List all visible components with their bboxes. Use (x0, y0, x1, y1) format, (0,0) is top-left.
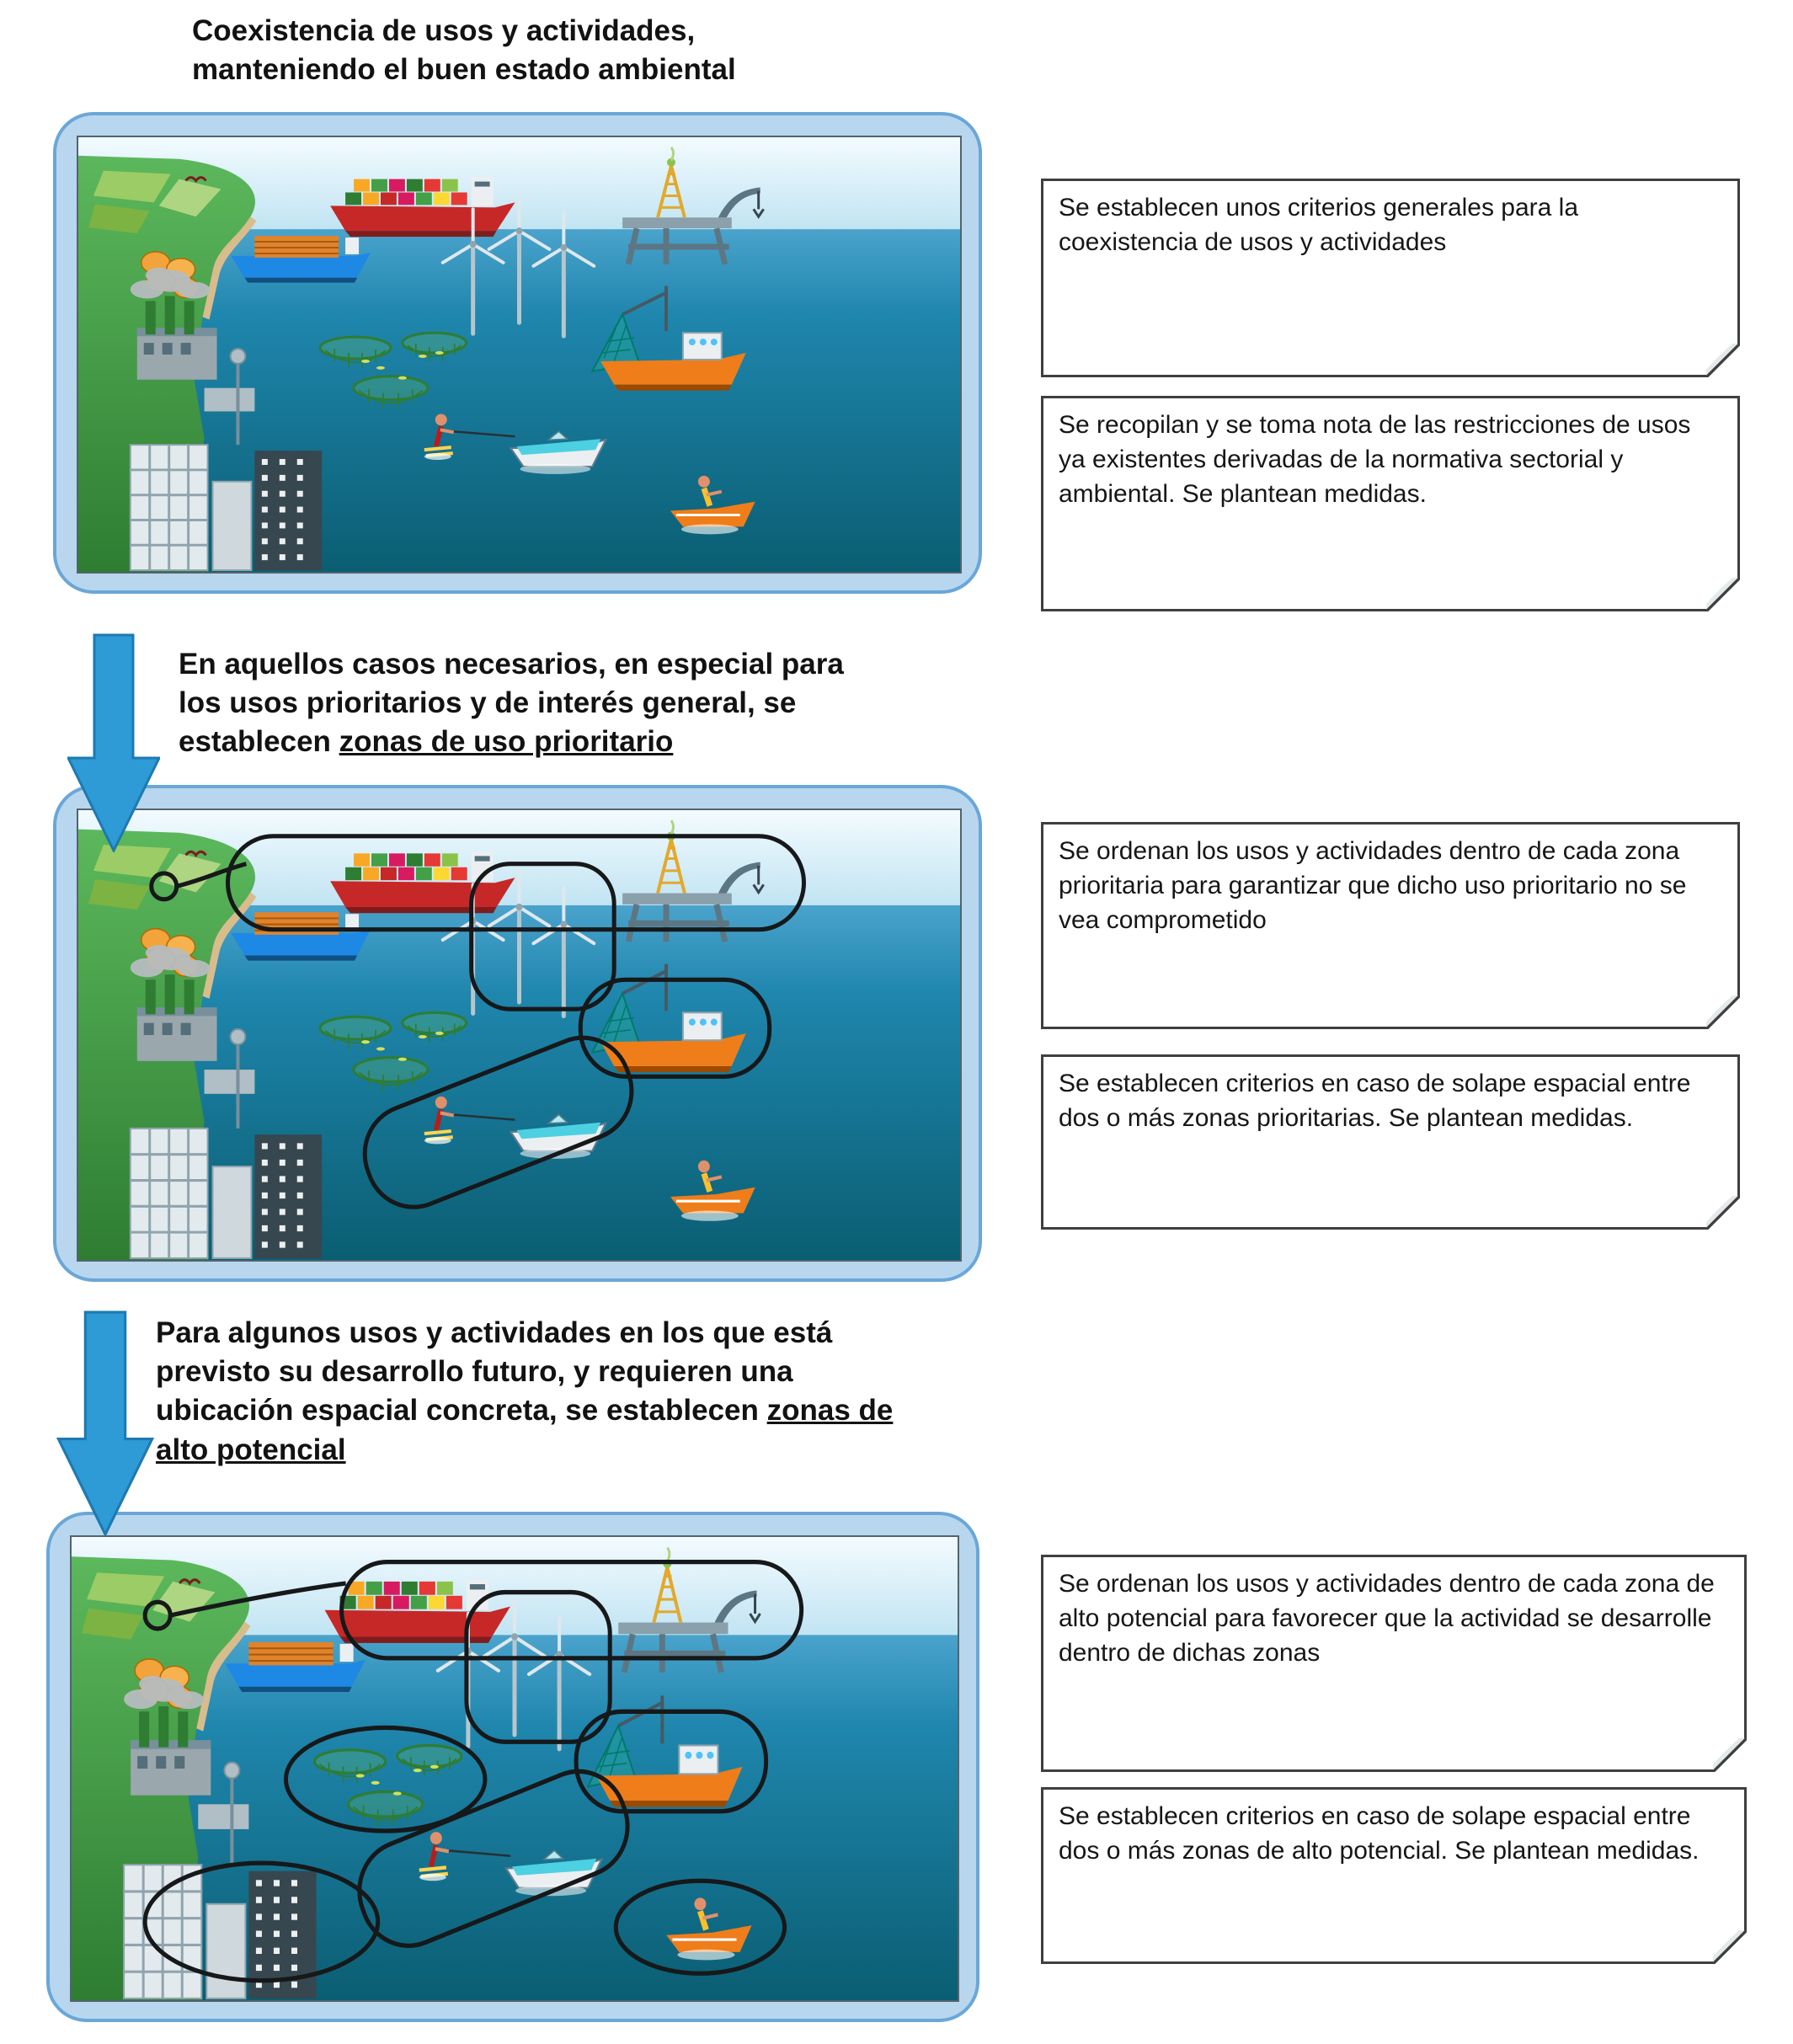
marine-scene-illustration-3 (70, 1535, 959, 2002)
note-existing-restrictions (1041, 396, 1740, 611)
down-arrow-icon (67, 633, 160, 852)
note-priority-zone-ordering (1041, 822, 1740, 1029)
section-1-heading (192, 12, 815, 89)
note-text: Se ordenan los usos y actividades dentro de cada zona prioritaria para garantizar que dicho uso prioritario no se vea comprometido (1059, 837, 1687, 934)
note-text: Se establecen criterios en caso de solape espacial entre dos o más zonas de alto potencial. Se plantean medidas. (1059, 1802, 1700, 1865)
section-3-heading (156, 1314, 897, 1470)
section-3-heading-text: Para algunos usos y actividades en los que está previsto su desarrollo futuro, y requieren una ubicación espacial concreta, se establecen (156, 1316, 833, 1428)
folded-corner-icon (1713, 1738, 1747, 1772)
scene-panel-1 (53, 112, 982, 594)
folded-corner-icon (1706, 344, 1740, 377)
scene-panel-3 (46, 1512, 979, 2022)
note-priority-overlap-criteria (1041, 1054, 1740, 1230)
note-text: Se ordenan los usos y actividades dentro de cada zona de alto potencial para favorecer que la actividad se desarrolle dentro de dichas zonas (1059, 1570, 1715, 1667)
note-text: Se establecen criterios en caso de solape espacial entre dos o más zonas prioritarias. Se plantean medidas. (1059, 1070, 1691, 1132)
folded-corner-icon (1713, 1930, 1747, 1964)
scene-panel-2 (53, 785, 982, 1282)
folded-corner-icon (1706, 578, 1740, 611)
note-high-potential-ordering (1041, 1555, 1747, 1772)
note-text: Se recopilan y se toma nota de las restricciones de usos ya existentes derivadas de la normativa sectorial y ambiental. Se plantean medidas. (1059, 411, 1691, 508)
section-2-heading-text: En aquellos casos necesarios, en especial para los usos prioritarios y de interés general, se establecen (179, 648, 844, 759)
section-2-heading (179, 645, 882, 762)
note-high-potential-overlap-criteria (1041, 1787, 1747, 1964)
section-2-heading-underline: zonas de uso prioritario (339, 725, 674, 759)
note-text: Se establecen unos criterios generales para la coexistencia de usos y actividades (1059, 194, 1579, 256)
note-general-criteria (1041, 179, 1740, 377)
folded-corner-icon (1706, 995, 1740, 1029)
marine-scene-illustration-1 (77, 136, 962, 574)
folded-corner-icon (1706, 1196, 1740, 1230)
down-arrow-icon (56, 1310, 155, 1536)
section-1-heading-text: Coexistencia de usos y actividades, manteniendo el buen estado ambiental (192, 14, 736, 87)
section-3-heading-underline: zonas de alto potencial (156, 1394, 894, 1466)
marine-scene-illustration-2 (77, 809, 962, 1262)
